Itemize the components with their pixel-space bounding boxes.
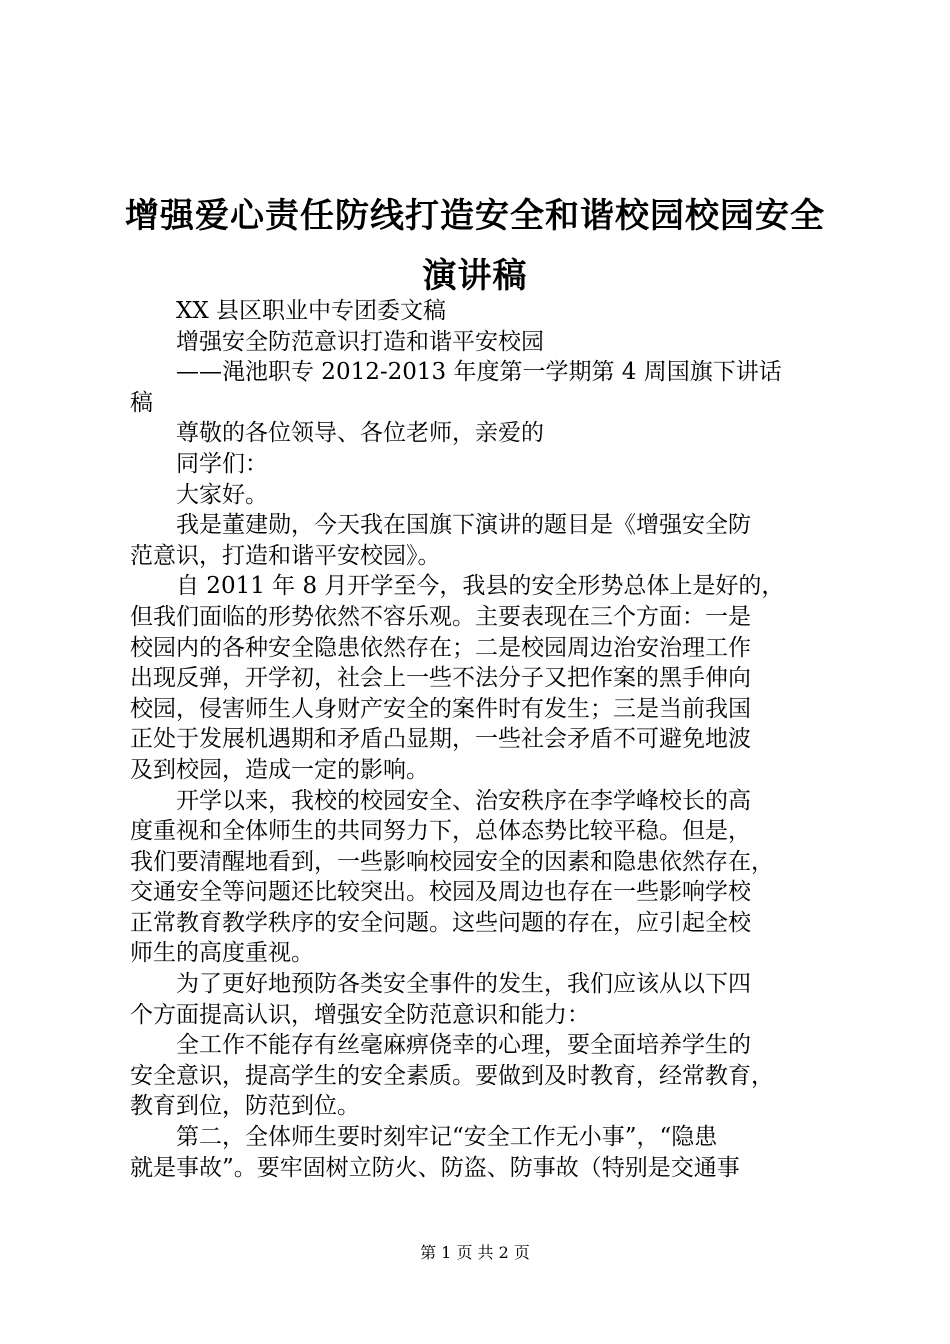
body-text-line: 第二，全体师生要时刻牢记“安全工作无小事”，“隐患 <box>130 1124 718 1151</box>
body-text-line: 我是董建勋，今天我在国旗下演讲的题目是《增强安全防 <box>130 512 751 539</box>
body-text-line: 范意识，打造和谐平安校园》。 <box>130 542 441 569</box>
body-text-line: 为了更好地预防各类安全事件的发生，我们应该从以下四 <box>130 971 751 998</box>
body-text-line: 安全意识，提高学生的安全素质。要做到及时教育，经常教育， <box>130 1062 774 1089</box>
body-text-line: 校园内的各种安全隐患依然存在；二是校园周边治安治理工作 <box>130 634 751 661</box>
body-text-line: 尊敬的各位领导、各位老师，亲爱的 <box>130 420 544 447</box>
body-text-line: 增强安全防范意识打造和谐平安校园 <box>130 328 544 355</box>
body-text-line: 出现反弹，开学初，社会上一些不法分子又把作案的黑手伸向 <box>130 665 751 692</box>
document-body <box>130 296 830 1183</box>
body-text-line: 同学们： <box>130 450 268 477</box>
body-text-line: 我们要清醒地看到，一些影响校园安全的因素和隐患依然存在， <box>130 848 774 875</box>
body-text-line: 教育到位，防范到位。 <box>130 1093 360 1120</box>
body-text-line: 交通安全等问题还比较突出。校园及周边也存在一些影响学校 <box>130 879 751 906</box>
body-text-line: 全工作不能存有丝毫麻痹侥幸的心理，要全面培养学生的 <box>130 1032 751 1059</box>
body-text-line: 大家好。 <box>130 481 268 508</box>
body-text-line: 开学以来，我校的校园安全、治安秩序在李学峰校长的高 <box>130 787 751 814</box>
body-text-line: ——渑池职专 2012-2013 年度第一学期第 4 周国旗下讲话 <box>130 359 782 386</box>
body-text-line: 正处于发展机遇期和矛盾凸显期，一些社会矛盾不可避免地波 <box>130 726 751 753</box>
body-text-line: 自 2011 年 8 月开学至今，我县的安全形势总体上是好的， <box>130 573 785 600</box>
body-text-line: 正常教育教学秩序的安全问题。这些问题的存在，应引起全校 <box>130 909 751 936</box>
body-text-line: 及到校园，造成一定的影响。 <box>130 756 429 783</box>
body-text-line: 但我们面临的形势依然不容乐观。主要表现在三个方面：一是 <box>130 603 751 630</box>
document-title-line-1: 增强爱心责任防线打造安全和谐校园校园安全 <box>125 196 825 236</box>
body-text-line: 校园，侵害师生人身财产安全的案件时有发生；三是当前我国 <box>130 695 751 722</box>
page-footer: 第 1 页 共 2 页 <box>420 1243 530 1262</box>
body-text-line: XX 县区职业中专团委文稿 <box>130 298 447 324</box>
body-text-line: 稿 <box>130 389 153 416</box>
document-title-line-2: 演讲稿 <box>422 256 528 296</box>
body-text-line: 度重视和全体师生的共同努力下，总体态势比较平稳。但是， <box>130 818 751 845</box>
body-text-line: 个方面提高认识，增强安全防范意识和能力： <box>130 1001 590 1028</box>
body-text-line: 师生的高度重视。 <box>130 940 314 967</box>
body-text-line: 就是事故”。要牢固树立防火、防盗、防事故（特别是交通事 <box>130 1154 740 1181</box>
